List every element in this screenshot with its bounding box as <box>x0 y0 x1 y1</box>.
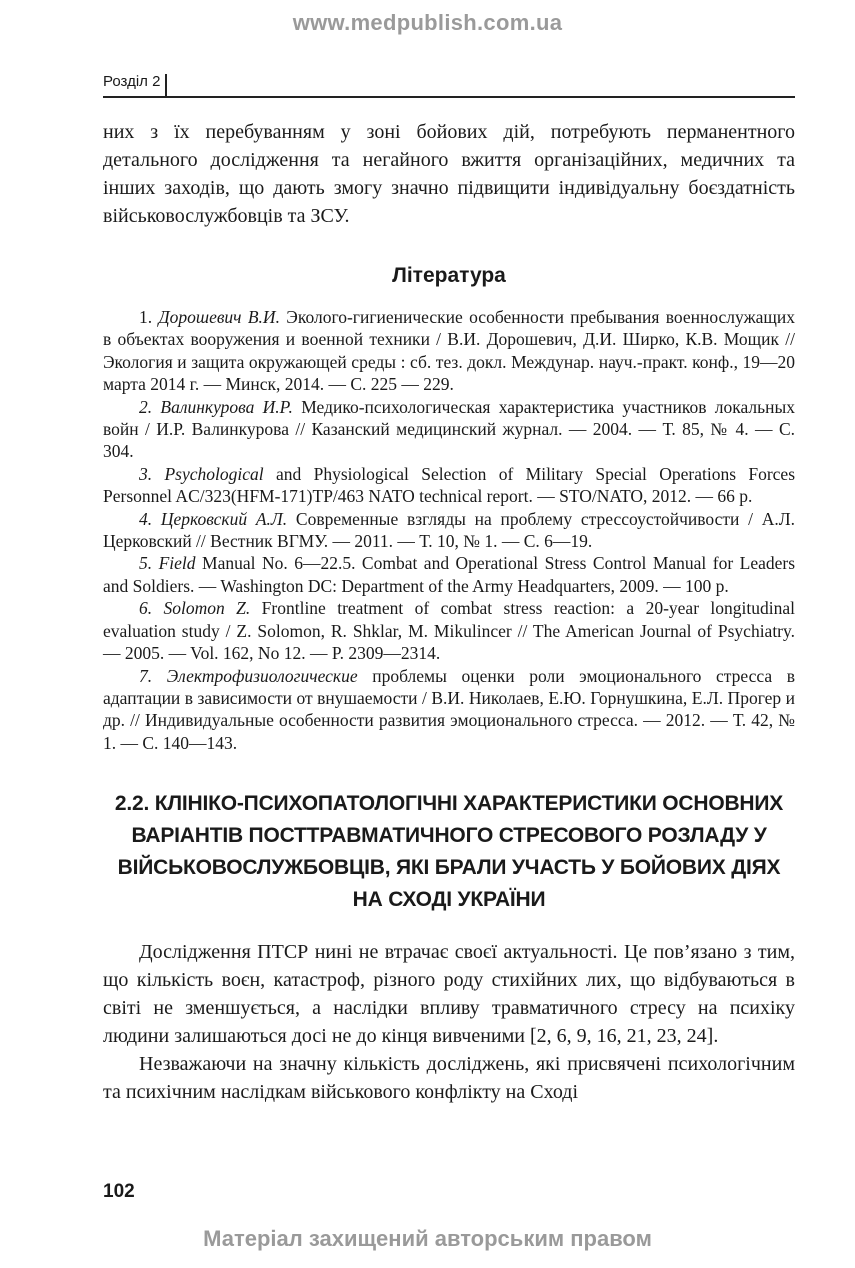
reference-list <box>103 306 795 754</box>
running-head: Розділ 2 <box>103 73 161 90</box>
section-heading: 2.2. КЛІНІКО-ПСИХОПАТОЛОГІЧНІ ХАРАКТЕРИСТИКИ ОСНОВНИХ ВАРІАНТІВ ПОСТТРАВМАТИЧНОГО СТРЕСОВОГО РОЗЛАДУ У ВІЙСЬКОВОСЛУЖБОВЦІВ, ЯКІ БРАЛИ УЧАСТЬ У БОЙОВИХ ДІЯХ НА СХОДІ УКРАЇНИ <box>114 792 784 912</box>
header-rule <box>103 96 795 98</box>
body-paragraph: Дослідження ПТСР нині не втрачає своєї актуальності. Це пов’язано з тим, що кількість воєн, катастроф, різного роду стихійних лих, що відбуваються в світі не зменшується, а наслідки впливу травматичного стресу на психіку людини залишаються досі не до кінця вивченими [2, 6, 9, 16, 21, 23, 24]. <box>103 941 795 1048</box>
page-content <box>103 118 795 1106</box>
header-rule-tick <box>165 74 167 97</box>
reference-item: 6. Solomon Z. Frontline treatment of combat stress reaction: a 20-year longitudinal evaluation study / Z. Solomon, R. Shklar, M. Mikulincer // The American Journal of Psychiatry. — 2005. — Vol. 162, No 12. — P. 2309—2314. <box>103 598 795 664</box>
watermark-url: www.medpublish.com.ua <box>292 10 563 35</box>
body-paragraph: Незважаючи на значну кількість досліджень, які присвячені психологічним та психічним наслідкам військового конфлікту на Сході <box>103 1053 795 1104</box>
reference-item: 3. Psychological and Physiological Selection of Military Special Operations Forces Personnel AC/323(HFM-171)TP/463 NATO technical report. — STO/NATO, 2012. — 66 p. <box>103 463 796 507</box>
reference-item: 7. Электрофизиологические проблемы оценки роли эмоционального стресса в адаптации в зависимости от внушаемости / В.И. Николаев, Е.Ю. Горнушкина, Е.Л. Прогер и др. // Индивидуальные особенности развития эмоционального стресса. — 2012. — Т. 42, № 1. — С. 140—143. <box>103 665 796 753</box>
copyright-watermark: Матеріал захищений авторським правом <box>203 1226 652 1251</box>
literature-heading: Література <box>392 264 506 287</box>
reference-item: 5. Field Manual No. 6—22.5. Combat and Operational Stress Control Manual for Leaders and Soldiers. — Washington DC: Department of the Army Headquarters, 2009. — 100 p. <box>103 553 796 596</box>
header-rule-line <box>103 96 795 98</box>
intro-paragraph: них з їх перебуванням у зоні бойових дій, потребують перманентного детального дослідження та негайного вжиття організаційних, медичних та інших заходів, що дають змогу значно підвищити індивідуальну боєздатність військовослужбовців та ЗСУ. <box>103 121 795 227</box>
reference-item: 1. Дорошевич В.И. Эколого-гигиенические особенности пребывания военнослужащих в объектах вооружения и военной техники / В.И. Дорошевич, Д.И. Ширко, К.В. Мощик // Экология и защита окружающей среды : сб. тез. докл. Междунар. науч.-практ. конф., 19—20 марта 2014 г. — Минск, 2014. — С. 225 — 229. <box>103 307 796 395</box>
reference-item: 4. Церковский А.Л. Современные взгляды на проблему стрессоустойчивости / А.Л. Церковский // Вестник ВГМУ. — 2011. — Т. 10, № 1. — С. 6—19. <box>103 508 795 552</box>
page-number: 102 <box>103 1181 135 1202</box>
reference-item: 2. Валинкурова И.Р. Медико-психологическая характеристика участников локальных войн / И.Р. Валинкурова // Казанский медицинский журнал. — 2004. — Т. 85, № 4. — С. 304. <box>103 396 795 462</box>
